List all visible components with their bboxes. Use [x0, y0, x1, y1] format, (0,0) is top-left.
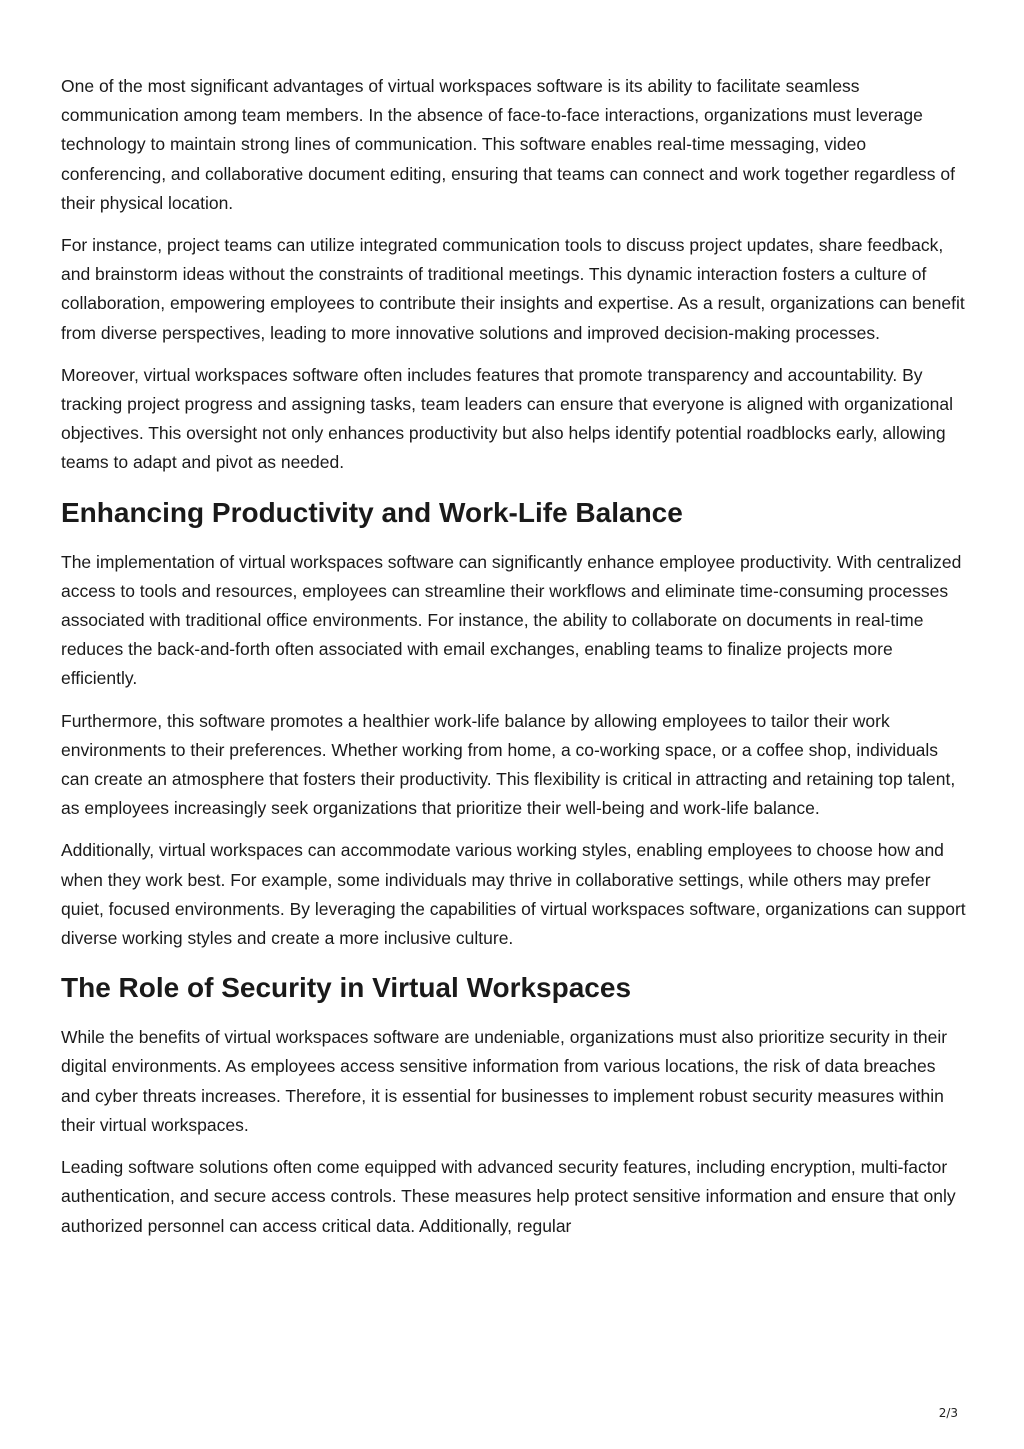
productivity-paragraph-2: Furthermore, this software promotes a healthier work-life balance by allowing employees to tailor their work environments to their preferences. Whether working from home, a co-working space, or a coffee shop, individuals can create an atmosphere that fosters their productivity. This flexibility is critical in attracting and retaining top talent, as employees increasingly seek organizations that prioritize their well-being and work-life balance.	[61, 710, 956, 819]
intro-paragraph-3: Moreover, virtual workspaces software often includes features that promote transparency and accountability. By tracking project progress and assigning tasks, team leaders can ensure that everyone is aligned with organizational objectives. This oversight not only enhances productivity but also helps identify potential roadblocks early, allowing teams to adapt and pivot as needed.	[61, 364, 954, 473]
page-number: 2/3	[938, 1406, 958, 1420]
section-heading-security: The Role of Security in Virtual Workspaces	[61, 972, 632, 1004]
section-heading-productivity: Enhancing Productivity and Work-Life Balance	[61, 496, 683, 528]
intro-paragraph-2: For instance, project teams can utilize integrated communication tools to discuss project updates, share feedback, and brainstorm ideas without the constraints of traditional meetings. This dynamic interaction fosters a culture of collaboration, empowering employees to contribute their insights and expertise. As a result, organizations can benefit from diverse perspectives, leading to more innovative solutions and improved decision-making processes.	[61, 235, 965, 343]
document-body	[61, 72, 967, 1254]
security-paragraph-1: While the benefits of virtual workspaces software are undeniable, organizations must also prioritize security in their digital environments. As employees access sensitive information from various locations, the risk of data breaches and cyber threats increases. Therefore, it is essential for businesses to implement robust security measures within their virtual workspaces.	[61, 1027, 948, 1135]
productivity-paragraph-3: Additionally, virtual workspaces can accommodate various working styles, enabling employees to choose how and when they work best. For example, some individuals may thrive in collaborative settings, while others may prefer quiet, focused environments. By leveraging the capabilities of virtual workspaces software, organizations can support diverse working styles and create a more inclusive culture.	[61, 840, 966, 949]
security-paragraph-2: Leading software solutions often come equipped with advanced security features, including encryption, multi-factor authentication, and secure access controls. These measures help protect sensitive information and ensure that only authorized personnel can access critical data. Additionally, regular	[61, 1157, 956, 1236]
productivity-paragraph-1: The implementation of virtual workspaces software can significantly enhance employee productivity. With centralized access to tools and resources, employees can streamline their workflows and eliminate time-consuming processes associated with traditional office environments. For instance, the ability to collaborate on documents in real-time reduces the back-and-forth often associated with email exchanges, enabling teams to finalize projects more efficiently.	[61, 551, 962, 689]
intro-paragraph-1: One of the most significant advantages of virtual workspaces software is its ability to facilitate seamless communication among team members. In the absence of face-to-face interactions, organizations must leverage technology to maintain strong lines of communication. This software enables real-time messaging, video conferencing, and collaborative document editing, ensuring that teams can connect and work together regardless of their physical location.	[61, 76, 956, 213]
